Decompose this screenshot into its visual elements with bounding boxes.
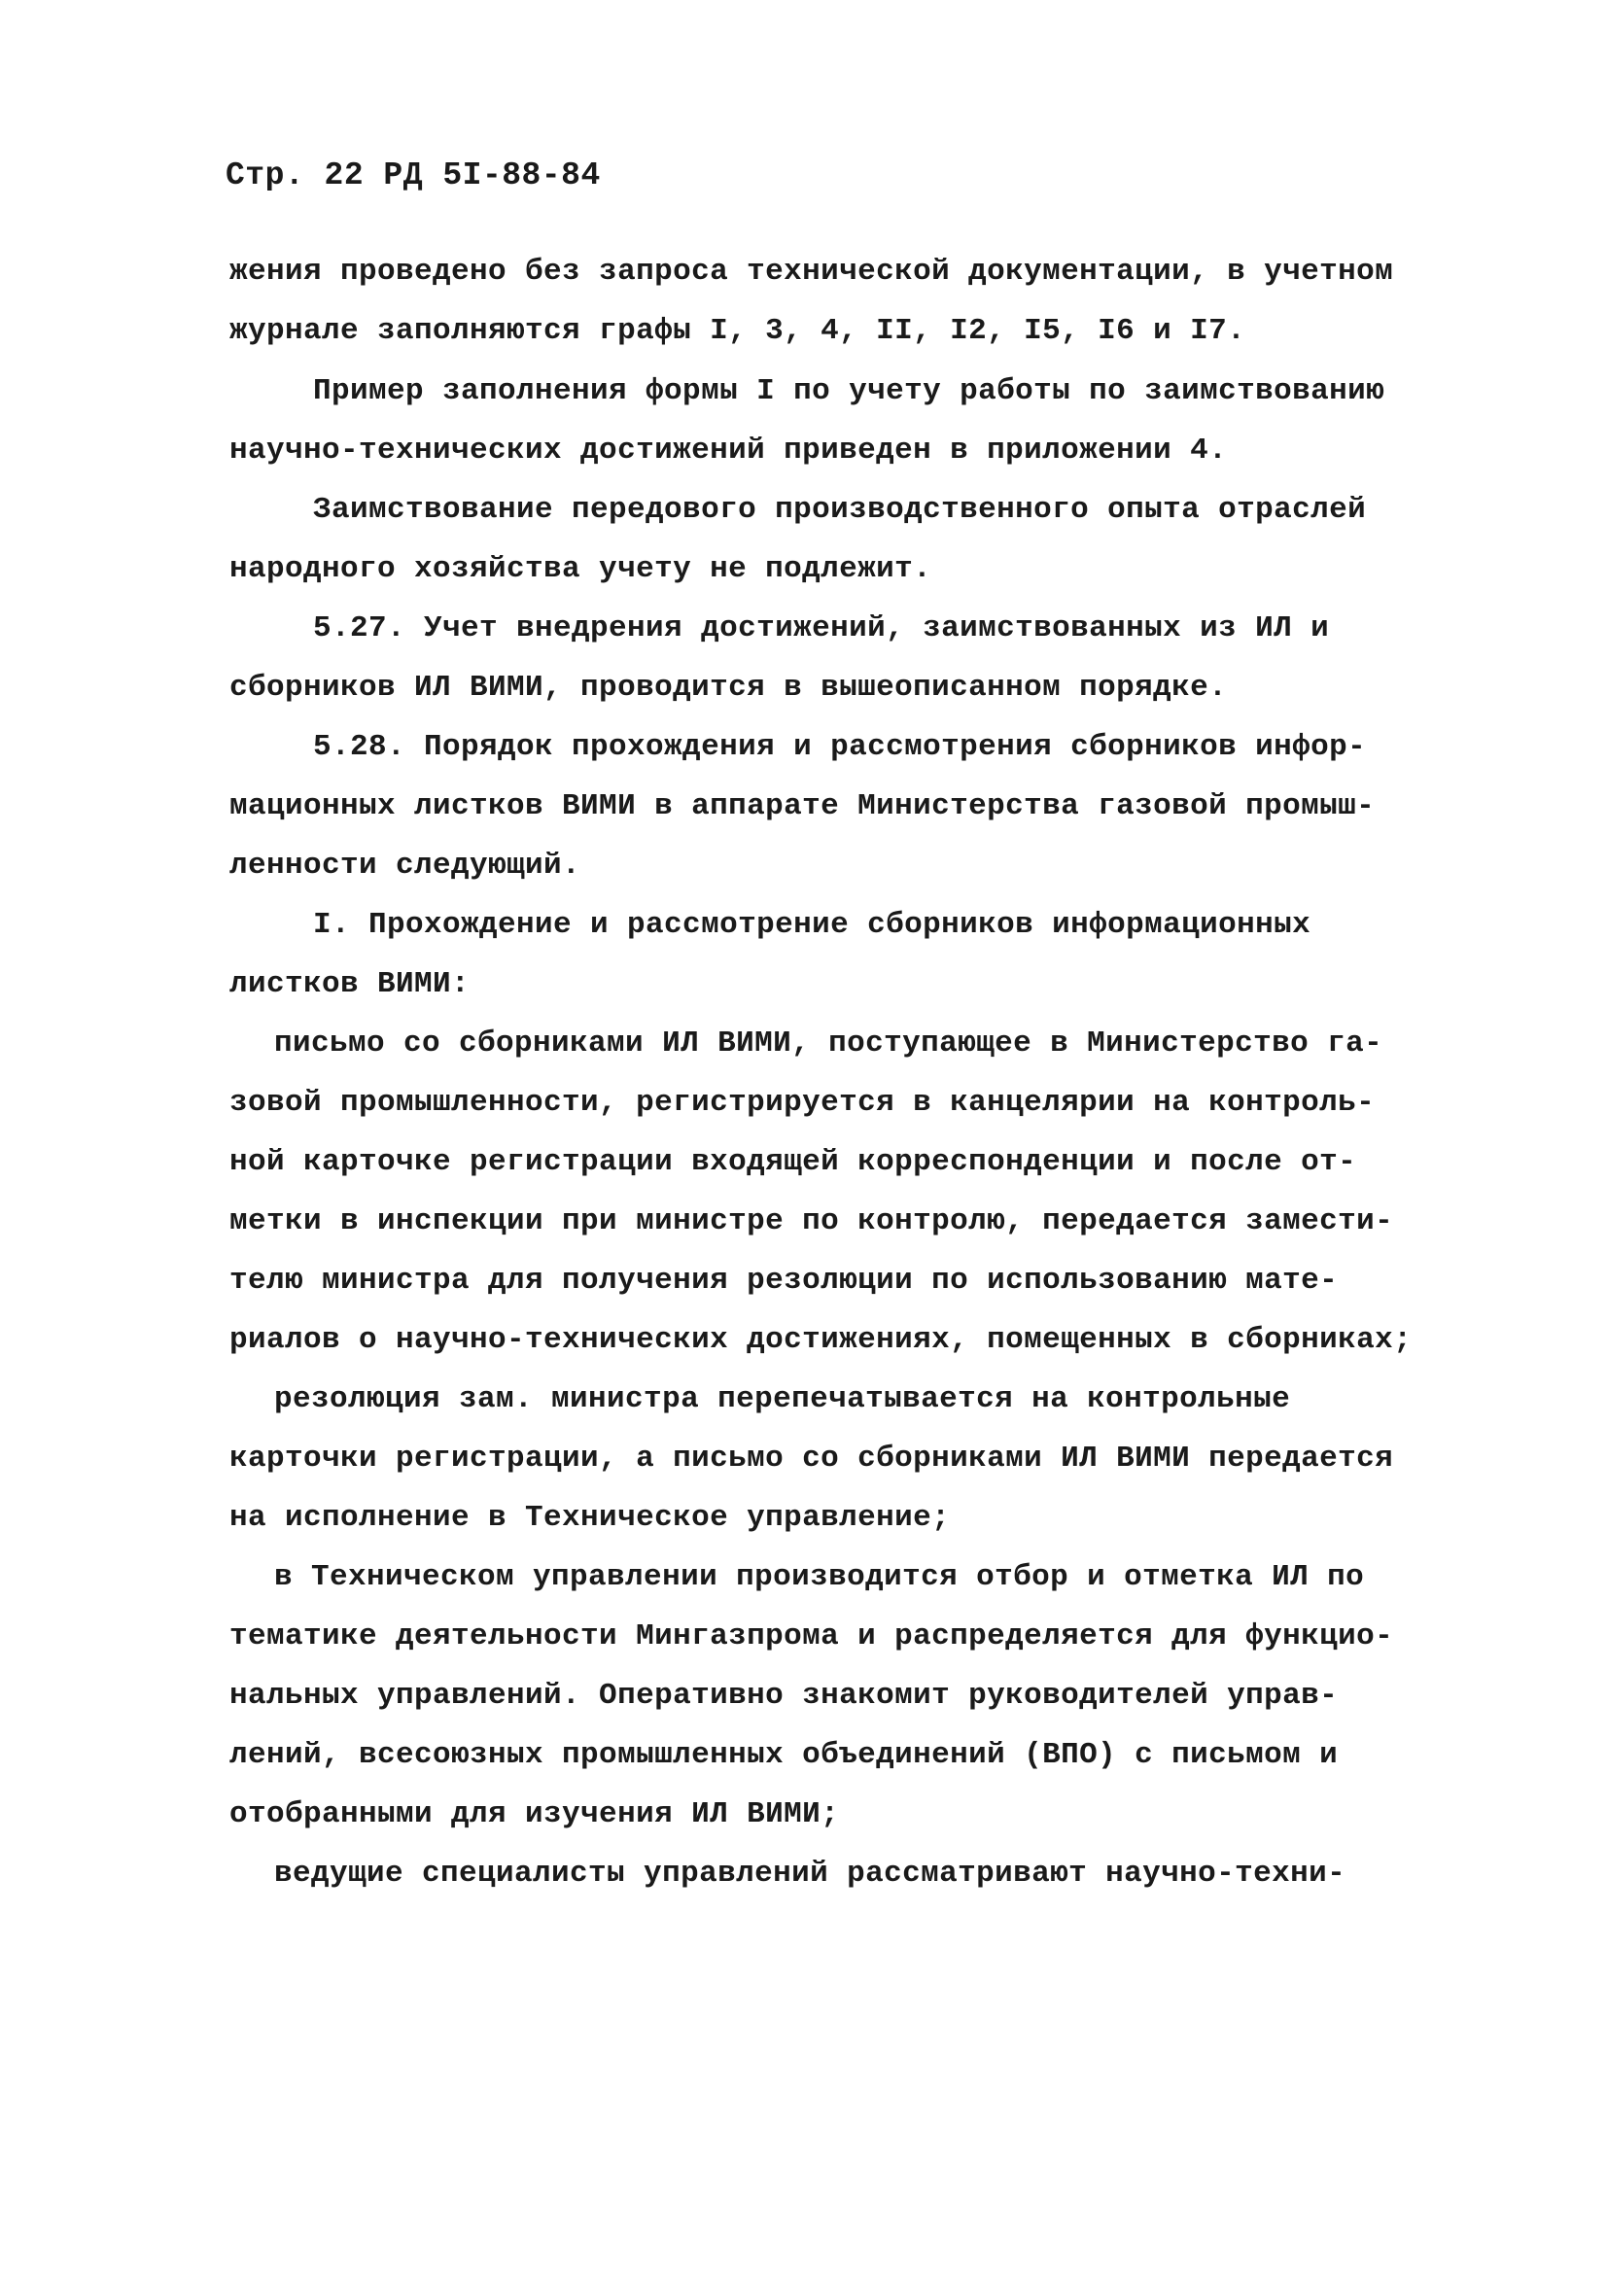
text-line: Заимствование передового производственного опыта отраслей (313, 493, 1367, 527)
text-line: метки в инспекции при министре по контролю, передается замести- (229, 1204, 1394, 1238)
text-line: листков ВИМИ: (229, 967, 471, 1001)
text-line: зовой промышленности, регистрируется в канцелярии на контроль- (229, 1086, 1376, 1120)
text-line: I. Прохождение и рассмотрение сборников информационных (313, 908, 1311, 942)
text-line: ной карточке регистрации входящей корреспонденции и после от- (229, 1145, 1357, 1179)
text-line: сборников ИЛ ВИМИ, проводится в вышеописанном порядке. (229, 671, 1228, 705)
text-line: лений, всесоюзных промышленных объединений (ВПО) с письмом и (229, 1738, 1339, 1772)
text-line: телю министра для получения резолюции по использованию мате- (229, 1264, 1339, 1298)
text-line: резолюция зам. министра перепечатывается на контрольные (274, 1382, 1291, 1416)
text-line: карточки регистрации, а письмо со сборниками ИЛ ВИМИ передается (229, 1442, 1394, 1476)
text-line: в Техническом управлении производится отбор и отметка ИЛ по (274, 1560, 1365, 1594)
text-line: жения проведено без запроса технической документации, в учетном (229, 255, 1394, 289)
text-line: журнале заполняются графы I, 3, 4, II, I2, I5, I6 и I7. (229, 314, 1246, 348)
text-line: ленности следующий. (229, 849, 581, 883)
text-line: 5.28. Порядок прохождения и рассмотрения сборников инфор- (313, 730, 1367, 764)
page-header: Стр. 22 РД 5I-88-84 (226, 157, 601, 193)
text-line: Пример заполнения формы I по учету работы по заимствованию (313, 374, 1385, 408)
text-line: научно-технических достижений приведен в приложении 4. (229, 434, 1228, 468)
text-line: ведущие специалисты управлений рассматривают научно-техни- (274, 1857, 1346, 1891)
text-line: мационных листков ВИМИ в аппарате Министерства газовой промыш- (229, 789, 1376, 823)
text-line: отобранными для изучения ИЛ ВИМИ; (229, 1797, 840, 1831)
text-line: нальных управлений. Оперативно знакомит руководителей управ- (229, 1679, 1339, 1713)
text-line: риалов о научно-технических достижениях, помещенных в сборниках; (229, 1323, 1413, 1357)
text-line: народного хозяйства учету не подлежит. (229, 552, 932, 586)
text-line: 5.27. Учет внедрения достижений, заимствованных из ИЛ и (313, 611, 1330, 645)
text-line: письмо со сборниками ИЛ ВИМИ, поступающее в Министерство га- (274, 1026, 1383, 1061)
text-line: на исполнение в Техническое управление; (229, 1501, 951, 1535)
text-line: тематике деятельности Мингазпрома и распределяется для функцио- (229, 1619, 1394, 1653)
